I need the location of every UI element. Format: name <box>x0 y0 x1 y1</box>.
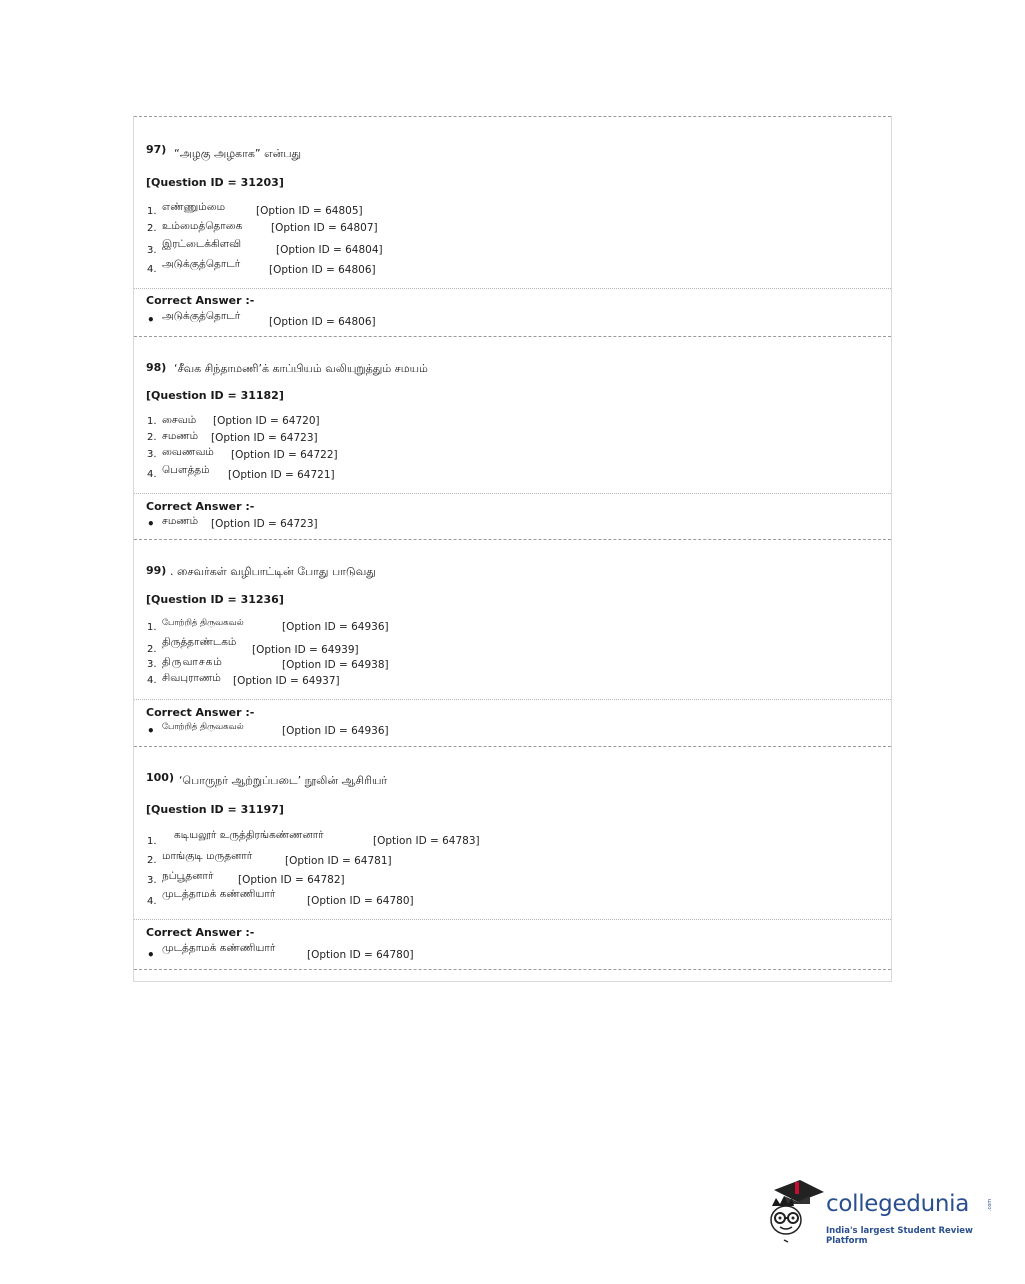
option-number: 4. <box>147 469 157 480</box>
option-text: திருவாசகம் <box>162 656 223 668</box>
option-text: பௌத்தம் <box>162 464 210 476</box>
answer-divider <box>134 493 891 494</box>
option-text: சைவம் <box>162 414 197 426</box>
logo-tagline: India's largest Student Review Platform <box>826 1226 973 1246</box>
sheet-bottom-divider <box>134 969 891 970</box>
answer-bullet: • <box>147 517 155 531</box>
option-text: சிவபுராணம் <box>162 672 221 684</box>
option-text: கடியலூர் உருத்திரங்கண்ணனார் <box>174 829 324 841</box>
question-id: [Question ID = 31203] <box>146 176 284 189</box>
option-number: 2. <box>147 855 157 866</box>
correct-answer-label: Correct Answer :- <box>146 500 255 513</box>
option-number: 4. <box>147 896 157 907</box>
option-text: நப்பூதனார் <box>162 870 214 882</box>
answer-divider <box>134 288 891 289</box>
question-number: 99) <box>146 564 167 577</box>
collegedunia-logo <box>766 1176 996 1246</box>
option-id: [Option ID = 64720] <box>213 415 320 427</box>
answer-bullet: • <box>147 948 155 962</box>
correct-answer-label: Correct Answer :- <box>146 926 255 939</box>
option-text: சமணம் <box>162 430 199 442</box>
option-number: 2. <box>147 644 157 655</box>
option-text: மாங்குடி மருதனார் <box>162 850 253 862</box>
question-text: “அழகு அழகாக” என்பது <box>174 147 302 160</box>
option-id: [Option ID = 64722] <box>231 449 338 461</box>
option-number: 2. <box>147 223 157 234</box>
question-text: . சைவர்கள் வழிபாட்டின் போது பாடுவது <box>170 565 376 578</box>
answer-divider <box>134 919 891 920</box>
option-id: [Option ID = 64723] <box>211 432 318 444</box>
correct-answer-option-id: [Option ID = 64780] <box>307 949 414 961</box>
option-number: 2. <box>147 432 157 443</box>
option-id: [Option ID = 64936] <box>282 621 389 633</box>
question-sheet <box>133 116 892 982</box>
option-id: [Option ID = 64721] <box>228 469 335 481</box>
mascot-icon <box>766 1176 826 1246</box>
option-number: 4. <box>147 675 157 686</box>
correct-answer-text: போற்றித் திருவகவல் <box>162 722 244 732</box>
option-text: அடுக்குத்தொடர் <box>162 258 241 270</box>
option-number: 3. <box>147 875 157 886</box>
correct-answer-text: அடுக்குத்தொடர் <box>162 310 241 322</box>
question-number: 98) <box>146 361 167 374</box>
question-id: [Question ID = 31236] <box>146 593 284 606</box>
option-number: 3. <box>147 659 157 670</box>
question-divider <box>134 336 891 337</box>
option-number: 1. <box>147 206 157 217</box>
question-text: ‘சீவக சிந்தாமணி’க் காப்பியம் வலியுறுத்தும் சமயம் <box>174 362 428 375</box>
sheet-top-divider <box>134 116 891 117</box>
answer-bullet: • <box>147 313 155 327</box>
option-text: இரட்டைக்கிளவி <box>162 238 242 250</box>
option-text: வைணவம் <box>162 446 214 458</box>
question-id: [Question ID = 31182] <box>146 389 284 402</box>
option-id: [Option ID = 64780] <box>307 895 414 907</box>
option-text: போற்றித் திருவகவல் <box>162 618 244 628</box>
question-number: 97) <box>146 143 167 156</box>
option-number: 1. <box>147 622 157 633</box>
correct-answer-label: Correct Answer :- <box>146 294 255 307</box>
correct-answer-text: முடத்தாமக் கண்ணியார் <box>162 942 276 954</box>
option-id: [Option ID = 64937] <box>233 675 340 687</box>
option-text: எண்ணும்மை <box>162 201 226 213</box>
question-number: 100) <box>146 771 174 784</box>
option-id: [Option ID = 64938] <box>282 659 389 671</box>
question-text: ‘பொருநர் ஆற்றுப்படை’ நூலின் ஆசிரியர் <box>179 774 388 787</box>
option-id: [Option ID = 64807] <box>271 222 378 234</box>
option-id: [Option ID = 64782] <box>238 874 345 886</box>
option-id: [Option ID = 64783] <box>373 835 480 847</box>
option-id: [Option ID = 64939] <box>252 644 359 656</box>
option-number: 3. <box>147 449 157 460</box>
option-id: [Option ID = 64804] <box>276 244 383 256</box>
correct-answer-label: Correct Answer :- <box>146 706 255 719</box>
option-text: முடத்தாமக் கண்ணியார் <box>162 888 276 900</box>
option-id: [Option ID = 64806] <box>269 264 376 276</box>
correct-answer-option-id: [Option ID = 64936] <box>282 725 389 737</box>
correct-answer-option-id: [Option ID = 64806] <box>269 316 376 328</box>
question-id: [Question ID = 31197] <box>146 803 284 816</box>
option-id: [Option ID = 64805] <box>256 205 363 217</box>
option-number: 4. <box>147 264 157 275</box>
answer-divider <box>134 699 891 700</box>
question-divider <box>134 746 891 747</box>
answer-bullet: • <box>147 724 155 738</box>
option-text: உம்மைத்தொகை <box>162 220 243 232</box>
question-divider <box>134 539 891 540</box>
option-number: 3. <box>147 245 157 256</box>
logo-wordmark: collegedunia <box>826 1191 970 1217</box>
logo-com: .com <box>987 1198 994 1212</box>
option-number: 1. <box>147 416 157 427</box>
correct-answer-text: சமணம் <box>162 515 199 527</box>
option-number: 1. <box>147 836 157 847</box>
option-id: [Option ID = 64781] <box>285 855 392 867</box>
option-text: திருத்தாண்டகம் <box>162 636 237 648</box>
correct-answer-option-id: [Option ID = 64723] <box>211 518 318 530</box>
